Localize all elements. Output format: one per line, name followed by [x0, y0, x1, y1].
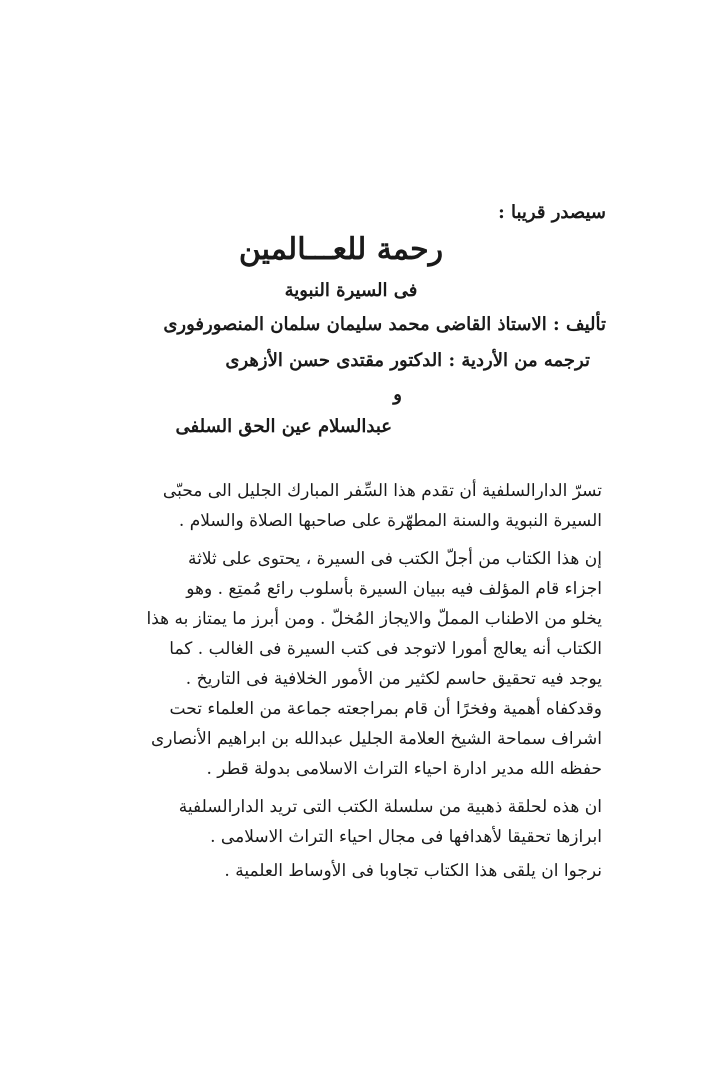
paragraph-line: نرجوا ان يلقى هذا الكتاب تجاوبا فى الأوساط العلمية .: [224, 861, 602, 881]
second-translator-line: عبدالسلام عين الحق السلفى: [175, 416, 392, 437]
paragraph-line: ابرازها تحقيقا لأهدافها فى مجال احياء التراث الاسلامى .: [210, 827, 602, 847]
book-title: رحمة للعـــالمين: [238, 232, 444, 267]
translator-line: ترجمه من الأردية : الدكتور مقتدى حسن الأزهرى: [225, 350, 590, 371]
paragraph-line: الكتاب أنه يعالج أمورا لاتوجد فى كتب السيرة فى الغالب . كما: [169, 639, 602, 659]
paragraph-line: ان هذه لحلقة ذهبية من سلسلة الكتب التى تريد الدارالسلفية: [178, 797, 602, 817]
paragraph-line: يخلو من الاطناب المملّ والايجاز المُخلّ . ومن أبرز ما يمتاز به هذا: [146, 609, 602, 629]
paragraph-closing: [82, 856, 602, 886]
paragraph-line: السيرة النبوية والسنة المطهّرة على صاحبها الصلاة والسلام .: [178, 511, 602, 531]
paragraph-line: حفظه الله مدير ادارة احياء التراث الاسلامى بدولة قطر .: [206, 759, 602, 779]
paragraph-line: وقدكفاه أهمية وفخرًا أن قام بمراجعته جماعة من العلماء تحت: [169, 699, 602, 719]
conjunction: و: [393, 384, 402, 405]
paragraph-line: اجزاء قام المؤلف فيه ببيان السيرة بأسلوب رائع مُمتِع . وهو: [186, 579, 602, 599]
paragraph-line: يوجد فيه تحقيق حاسم لكثير من الأمور الخلافية فى التاريخ .: [185, 669, 602, 689]
paragraph-intro: [82, 476, 602, 536]
paragraph-line: تسرّ الدارالسلفية أن تقدم هذا السِّفر المبارك الجليل الى محبّى: [162, 481, 602, 501]
announcement-heading: سيصدر قريبا :: [498, 202, 606, 223]
paragraph-series: [82, 792, 602, 852]
paragraph-description: [82, 544, 602, 784]
paragraph-line: اشراف سماحة الشيخ العلامة الجليل عبدالله بن ابراهيم الأنصارى: [150, 729, 602, 749]
book-subtitle: فى السيرة النبوية: [284, 280, 418, 301]
author-line: تأليف : الاستاذ القاضى محمد سليمان سلمان المنصورفورى: [163, 314, 606, 335]
paragraph-line: إن هذا الكتاب من أجلّ الكتب فى السيرة ، يحتوى على ثلاثة: [188, 549, 602, 569]
